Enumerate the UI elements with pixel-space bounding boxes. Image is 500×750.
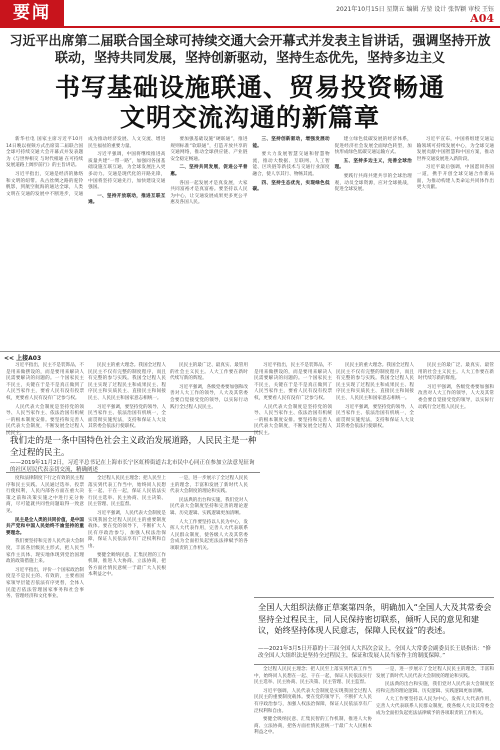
section-heading: 五、坚持多边主义，完善全球治理。 xyxy=(334,158,412,171)
paragraph: 习近平强调，中国将继续推进高质量共建“一带一路”，加强同各国基础设施互联互通，为全球发展注入更多动力。交通是现代化的开路先锋，中国将坚持交通先行，加快建设交通强国。 xyxy=(88,152,166,191)
headline xyxy=(8,73,492,133)
section-label: 要闻 xyxy=(0,0,64,26)
pull-quote-text: 全国人大组织法修正草案第四条，明确加入“全国人大及其常委会坚持全过程民主，同人民保持密切联系，倾听人民的意见和建议，始终坚持体现人民意志，保障人民权益”的表述。 xyxy=(258,602,492,635)
section-heading: 一、坚持开放联动，推进互联互通。 xyxy=(88,193,166,206)
article-column xyxy=(336,363,414,593)
masthead xyxy=(0,0,500,26)
masthead-rule xyxy=(0,26,500,28)
paragraph: 习近平指出，交通是经济的脉络和文明的纽带。从古丝绸之路的驼铃帆影，到航空航海的通达全球，人类文明在交通的发展中不断进步，交通成为推动经济发展、人文交流、增进民生福祉的重要力量。 xyxy=(6,137,166,197)
section-heading: 三、坚持创新驱动，增强发展动能。 xyxy=(252,137,330,149)
headline-line-1: 书写基础设施联通、贸易投资畅通 xyxy=(54,73,445,102)
article-column xyxy=(170,363,248,429)
paragraph: 人民代表大会制度是坚持党的领导、人民当家作主、依法治国有机统一的根本制度安排。要坚持和完善人民代表大会制度，不断发展全过程人民民主。 xyxy=(6,404,84,436)
paragraph: 习近平强调，各级党委要加强和改善对人大工作的领导，人大及其常委会要自觉接受党的领导，以实际行动践行全过程人民民主。 xyxy=(418,384,494,410)
article-column xyxy=(254,667,372,747)
paragraph: 民民主的重大理念。我国全过程人民民主不仅有完整的制度程序，而且有完整的参与实践。我国全过程人民民主实现了过程民主和成果民主、程序民主和实质民主、直接民主和间接民主、人民民主和国家意志相统一。 xyxy=(88,363,166,401)
paragraph: 习近平强调，人民代表大会制度是实现我国全过程人民民主的重要制度载体。要在党的领导下，不断扩大人民有序政治参与，加强人权法治保障，保证人民依法享有广泛权利和自由。 xyxy=(88,510,166,549)
paragraph: 习近平强调，人民代表大会制度是实现我国全过程人民民主的重要制度载体。要在党的领导下，不断扩大人民有序政治参与，加强人权法治保障，保证人民依法享有广泛权利和自由。 xyxy=(254,688,372,714)
article-column xyxy=(170,476,248,746)
paragraph: 各国一起发展才是真发展，大家共同富裕才是真富裕。要坚持以人民为中心，让交通发展成果更多更公平惠及各国人民。 xyxy=(170,180,248,206)
paragraph: 要健全吸纳民意、汇集民智的工作机制，推进人大协商、立法协商，把各方面社情民意统一于最广大人民根本利益之中。 xyxy=(88,552,166,578)
paragraph: 建立绿色低碳发展的经济体系，促进经济社会发展全面绿色转型，加快形成绿色低碳交通运输方式。 xyxy=(334,137,412,156)
paragraph: 要大力发展智慧交通和智慧物流，推动大数据、互联网、人工智能、区块链等新技术与交通行业深度融合，使人享其行、物畅其流。 xyxy=(252,152,330,177)
paragraph: 全过程人民民主理念；把人民至上落实到代表工作当中，始终同人民想在一起、干在一起，保证人民依法实行民主选举、民主协商、民主决策、民主管理、民主监督。 xyxy=(88,476,166,508)
page-number: A04 xyxy=(470,12,494,25)
article-column xyxy=(6,363,84,436)
lead-article-body xyxy=(6,137,494,348)
paragraph: 新华社电 国家主席习近平10月14日晚以视频方式出席第二届联合国全球可持续交通大会开幕式并发表题为《与世界相交 与时代相通 在可持续发展道路上阔步前行》的主旨讲话。 xyxy=(6,137,84,169)
paragraph: 习近平最后强调，中国愿同各国一道，携手开创全球交通合作新局面，为推动构建人类命运共同体作出更大贡献。 xyxy=(416,165,494,191)
article-column xyxy=(88,363,166,429)
continuation-divider xyxy=(0,351,500,361)
article-column xyxy=(6,476,84,746)
pull-quote-text: 我们走的是一条中国特色社会主义政治发展道路，人民民主是一种全过程的民主。 xyxy=(10,436,257,458)
section-heading: 二、坚持共同发展，促进公平普惠。 xyxy=(170,165,248,177)
pull-quote-citation: ——2021年3月5日开幕的十三届全国人大四次会议上，全国人大常委会副委员长王晨指出：“修改全国人大组织法是坚持全过程民主，保证和发展人民当家作主的制度保障。” xyxy=(258,646,491,659)
paragraph: 习近平宣布，中国将组建交通运输领域可持续发展中心，为全球交通发展贡献中国智慧和中国方案，推动世界交通发展进入新阶段。 xyxy=(416,137,494,162)
paragraph: 人大工作要坚持以人民为中心，发挥人大代表作用，完善人大代表联系人民群众制度，使各级人大及其常委会成为全面担负起宪法法律赋予的各项职责的工作机关。 xyxy=(376,697,494,716)
continuation-label: << 上接A03 xyxy=(4,353,45,362)
paragraph: 民法典的出台和实施，我们党对人民代表大会制度坚持和完善的理论逻辑、历史逻辑、实践逻辑更加清晰。 xyxy=(170,497,248,516)
article-column xyxy=(418,363,494,593)
pull-quote xyxy=(254,597,494,665)
paragraph: 习近平指出，民主不是装饰品，不是用来做摆设的，而是要用来解决人民需要解决的问题的。一个国家民主不民主，关键在于是不是真正做到了人民当家作主，要看人民有没有投票权，更要看人民有没有广泛参与权。 xyxy=(254,363,332,401)
paragraph: 民民主的重大理念。我国全过程人民民主不仅有完整的制度程序，而且有完整的参与实践。我国全过程人民民主实现了过程民主和成果民主、程序民主和实质民主、直接民主和间接民主、人民民主和国家意志相统一。 xyxy=(336,363,414,401)
paragraph: 要践行共商共建共享的全球治理观，动员全球资源，应对全球挑战，促进全球发展。 xyxy=(334,173,412,193)
paragraph: 习近平指出，评价一个国家政治制度是不是民主的、有效的，主要看国家领导层能否依法有序更替，全体人民能否依法管理国家事务和社会事务、管理经济和文化事业。 xyxy=(6,567,84,600)
paragraph: 要加强基础设施“硬联通”，推进规则标准“软联通”，打造开放共享的交通网络，推动全球供应链、产业链安全稳定畅通。 xyxy=(170,137,248,162)
paragraph: 习近平强调，要坚持党的领导、人民当家作主、依法治国有机统一，全面贯彻实施宪法，支持和保证人大及其常委会依法行使职权。 xyxy=(88,404,166,430)
paragraph: 习近平指出，民主不是装饰品，不是用来做摆设的，而是要用来解决人民需要解决的问题的。一个国家民主不民主，关键在于是不是真正做到了人民当家作主，要看人民有没有投票权，更要看人民有没有广泛参与权。 xyxy=(6,363,84,401)
paragraph: 要健全吸纳民意、汇集民智的工作机制，推进人大协商、立法协商，把各方面社情民意统一于最广大人民根本利益之中。 xyxy=(254,717,372,736)
pull-quote-citation: ——2019年11月2日，习近平总书记在上海市长宁区虹桥街道古北市民中心同正在参加立法意见征询的社区居民代表亲切交流，精确阐述 xyxy=(10,460,255,473)
paragraph: 民法典的出台和实施，我们党对人民代表大会制度坚持和完善的理论逻辑、历史逻辑、实践逻辑更加清晰。 xyxy=(376,682,494,694)
paragraph: 一是，进一步展示了全过程人民民主的理念，丰富和发展了新时代人民代表大会制度的理论和实践。 xyxy=(376,667,494,679)
paragraph: 我们要坚持和完善人民代表大会制度，丰富各层级民主形式，把人民当家作主具体、现实地体现到党治国理政的政策措施上来。 xyxy=(6,539,84,565)
paragraph: 习近平强调，各级党委要加强和改善对人大工作的领导，人大及其常委会要自觉接受党的领导，以实际行动践行全过程人民民主。 xyxy=(170,384,248,410)
paragraph: 民民主的最广泛、最真实、最管用的社会主义民主。人大工作要在新时代续写新的辉煌。 xyxy=(170,363,248,382)
paragraph: 人大工作要坚持以人民为中心，发挥人大代表作用，完善人大代表联系人民群众制度，使各级人大及其常委会成为全面担负起宪法法律赋予的各项职责的工作机关。 xyxy=(170,519,248,551)
paragraph: 人民代表大会制度是坚持党的领导、人民当家作主、依法治国有机统一的根本制度安排。要坚持和完善人民代表大会制度，不断发展全过程人民民主。 xyxy=(254,404,332,436)
section-heading: 民主是全人类的共同价值，是中国共产党和中国人民始终不渝坚持的重要理念。 xyxy=(6,517,84,536)
subheadline: 习近平出席第二届联合国全球可持续交通大会开幕式并发表主旨讲话，强调坚持开放联动，坚持共同发展，坚持创新驱动，坚持生态优先，坚持多边主义 xyxy=(9,34,491,66)
paragraph: 度和法律制度下行之有效的民主程序和民主实践。人民通过选举、投票行使权利，人民内部各方面在重大决策之前和决策实施之中进行充分协商，尽可能就共同性问题取得一致意见。 xyxy=(6,476,84,514)
paragraph: 一是，进一步展示了全过程人民民主的理念，丰富和发展了新时代人民代表大会制度的理论和实践。 xyxy=(170,476,248,495)
article-column xyxy=(376,667,494,747)
article-column xyxy=(254,363,332,593)
paragraph: 民民主的最广泛、最真实、最管用的社会主义民主。人大工作要在新时代续写新的辉煌。 xyxy=(418,363,494,382)
paragraph: 习近平强调，要坚持党的领导、人民当家作主、依法治国有机统一，全面贯彻实施宪法，支持和保证人大及其常委会依法行使职权。 xyxy=(336,404,414,430)
dateline: 2021年10月15日 星期五 编辑 方堃 设计 张智颖 审校 王钰 xyxy=(336,6,494,13)
pull-quote xyxy=(6,431,260,473)
section-heading: 四、坚持生态优先，实现绿色低碳。 xyxy=(252,180,330,193)
headline-line-2: 文明交流沟通的新篇章 xyxy=(119,103,380,132)
paragraph: 全过程人民民主理念；把人民至上落实到代表工作当中，始终同人民想在一起、干在一起，保证人民依法实行民主选举、民主协商、民主决策、民主管理、民主监督。 xyxy=(254,667,372,686)
article-column xyxy=(88,476,166,746)
